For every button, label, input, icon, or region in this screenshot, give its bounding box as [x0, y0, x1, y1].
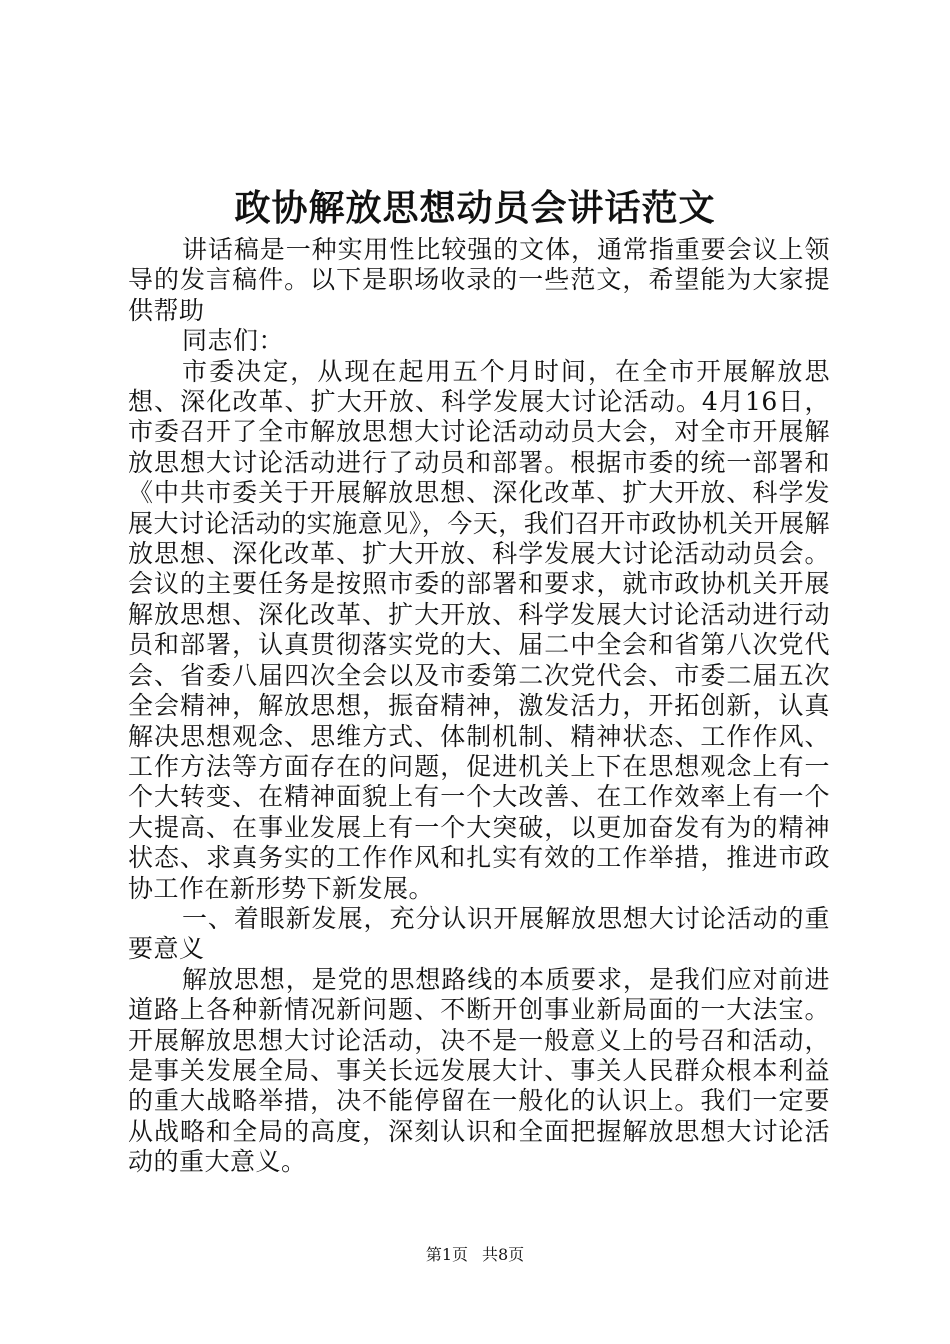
paragraph-salutation: 同志们： [182, 326, 285, 356]
page-footer [0, 1243, 950, 1267]
page-total: 共8页 [482, 1245, 525, 1264]
page-number: 第1页 [425, 1245, 468, 1264]
document-body [128, 235, 830, 1178]
paragraph-main: 市委决定，从现在起用五个月时间，在全市开展解放思想、深化改革、扩大开放、科学发展大讨论活动。4月16日，市委召开了全市解放思想大讨论活动动员大会，对全市开展解放思想大讨论活动进行了动员和部署。根据市委的统一部署和《中共市委关于开展解放思想、深化改革、扩大开放、科学发展大讨论活动的实施意见》，今天，我们召开市政协机关开展解放思想、深化改革、扩大开放、科学发展大讨论活动动员会。会议的主要任务是按照市委的部署和要求，就市政协机关开展解放思想、深化改革、扩大开放、科学发展大讨论活动进行动员和部署，认真贯彻落实党的大、届二中全会和省第八次党代会、省委八届四次全会以及市委第二次党代会、市委二届五次全会精神，解放思想，振奋精神，激发活力，开拓创新，认真解决思想观念、思维方式、体制机制、精神状态、工作作风、工作方法等方面存在的问题，促进机关上下在思想观念上有一个大转变、在精神面貌上有一个大改善、在工作效率上有一个大提高、在事业发展上有一个大突破，以更加奋发有为的精神状态、求真务实的工作作风和扎实有效的工作举措，推进市政协工作在新形势下新发展。 [128, 356, 830, 903]
section-heading-1: 一、着眼新发展，充分认识开展解放思想大讨论活动的重要意义 [128, 903, 830, 964]
document-title: 政协解放思想动员会讲话范文 [234, 187, 716, 229]
paragraph-intro: 讲话稿是一种实用性比较强的文体，通常指重要会议上领导的发言稿件。以下是职场收录的一些范文，希望能为大家提供帮助 [128, 235, 830, 325]
paragraph-significance: 解放思想，是党的思想路线的本质要求，是我们应对前进道路上各种新情况新问题、不断开创事业新局面的一大法宝。开展解放思想大讨论活动，决不是一般意义上的号召和活动，是事关发展全局、事关长远发展大计、事关人民群众根本利益的重大战略举措，决不能停留在一般化的认识上。我们一定要从战略和全局的高度，深刻认识和全面把握解放思想大讨论活动的重大意义。 [128, 964, 830, 1177]
